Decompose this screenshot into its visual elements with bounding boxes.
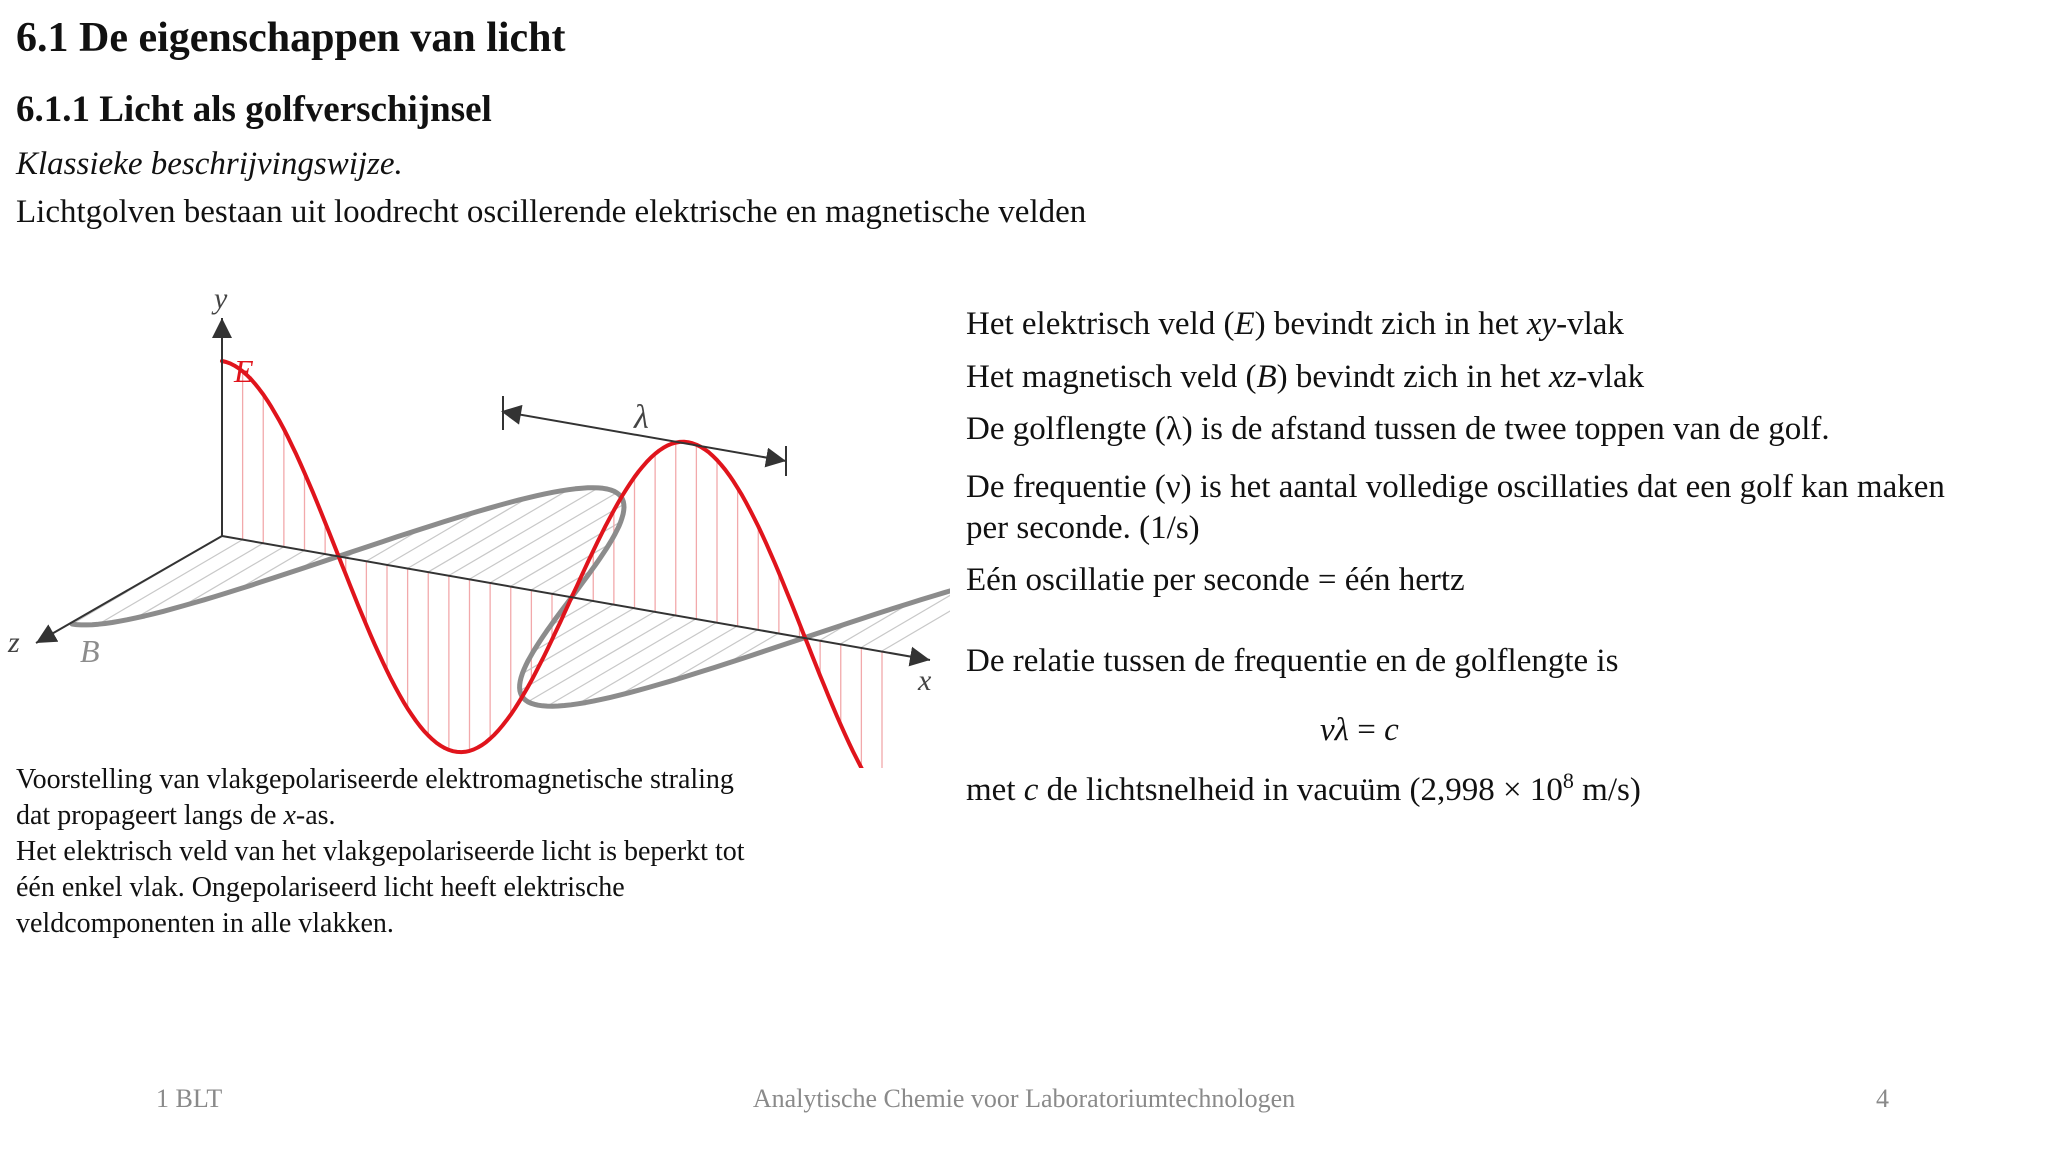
- y-axis-label: y: [214, 282, 228, 315]
- hertz-definition: Eén oscillatie per seconde = één hertz: [966, 562, 1465, 598]
- z-axis-label: z: [8, 626, 20, 659]
- intro-italic: Klassieke beschrijvingswijze.: [16, 146, 403, 182]
- b-field-vector: [490, 504, 624, 582]
- b-field-vector: [408, 498, 528, 569]
- em-wave-figure: [0, 278, 950, 768]
- b-field-vector: [428, 490, 568, 572]
- figure-caption: Voorstelling van vlakgepolariseerde elektromagnetische straling dat propageert langs de x-as. Het elektrisch veld van het vlakgepolariseerde licht is beperkt tot één enkel vlak. Ongepolariseerd licht heeft elektrische veldcomponenten in alle vlakken.: [16, 764, 745, 939]
- formula: νλ = c: [1320, 712, 1399, 748]
- b-field-vector: [533, 604, 614, 651]
- b-field-vector: [183, 547, 284, 606]
- b-field-vector: [619, 626, 737, 695]
- wavelength-definition: De golflengte (λ) is de afstand tussen de twee toppen van de golf.: [966, 411, 1830, 447]
- b-field-vector: [136, 543, 263, 618]
- footer-course-title: Analytische Chemie voor Laboratoriumtechnologen: [752, 1084, 1296, 1113]
- frequency-definition-line1: De frequentie (ν) is het aantal volledige oscillaties dat een golf kan maken: [966, 469, 1945, 505]
- z-axis: [36, 536, 222, 643]
- b-field-statement: Het magnetisch veld (B) bevindt zich in het xz-vlak: [966, 359, 1645, 395]
- wave-layer: [72, 361, 950, 768]
- e-field-statement: Het elektrisch veld (E) bevindt zich in het xy-vlak: [966, 306, 1624, 342]
- b-field-vector: [520, 611, 655, 690]
- intro-text: Lichtgolven bestaan uit loodrecht oscillerende elektrische en magnetische velden: [16, 194, 1087, 230]
- slide-title: 6.1 De eigenschappen van licht: [16, 15, 566, 61]
- lambda-label: λ: [634, 399, 649, 436]
- x-axis: [222, 536, 930, 660]
- section-heading: 6.1.1 Licht als golfverschijnsel: [16, 89, 492, 130]
- relation-statement: De relatie tussen de frequentie en de golflengte is: [966, 643, 1619, 679]
- b-field-label: B: [80, 633, 100, 669]
- frequency-definition-line2: per seconde. (1/s): [966, 510, 1200, 546]
- b-field-vector: [578, 622, 717, 704]
- footer-course-code: 1 BLT: [156, 1084, 223, 1113]
- page-number: 4: [1876, 1084, 1889, 1113]
- x-axis-label: x: [918, 664, 932, 697]
- speed-of-light-statement: met c de lichtsnelheid in vacuüm ($2,998 \times 10^8$ m/s): [966, 768, 1641, 808]
- e-field-label: E: [234, 353, 254, 389]
